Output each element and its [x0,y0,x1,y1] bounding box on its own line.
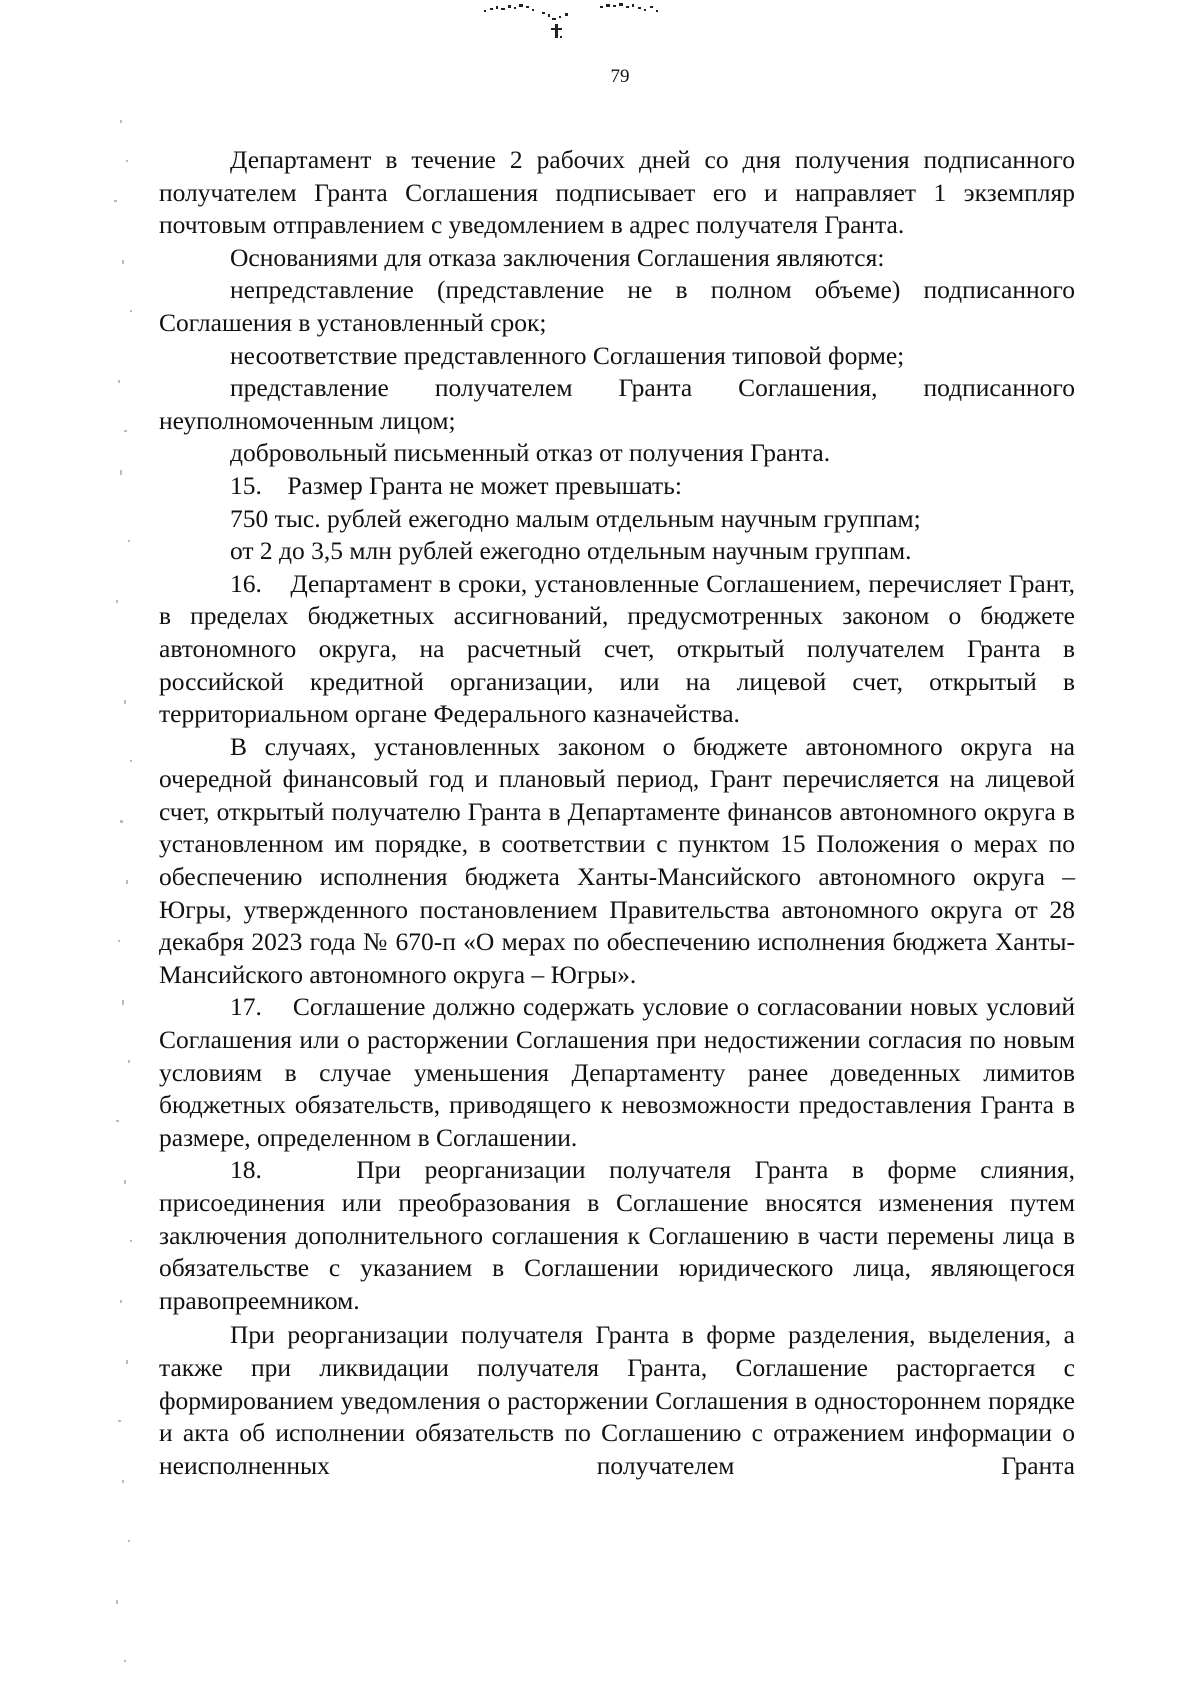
paragraph-item-18: 18. При реорганизации получателя Гранта в форме слияния, присоединения или преобразования в Соглашение вносятся изменения путем заключения дополнительного соглашения к Соглашению в части перемены лица в обязательстве с указанием в Соглашении юридического лица, являющегося правопреемником. [159,1155,1075,1315]
paragraph: 750 тыс. рублей ежегодно малым отдельным научным группам; [230,503,921,533]
scan-artifact-top [470,0,720,50]
paragraph: представление получателем Гранта Соглашения, подписанного неуполномоченным лицом; [159,373,1075,435]
paragraph: непредставление (представление не в полном объеме) подписанного Соглашения в установленный срок; [159,275,1075,337]
paragraph: В случаях, установленных законом о бюджете автономного округа на очередной финансовый год и плановый период, Грант перечисляется на лицевой счет, открытый получателю Гранта в Департаменте финансов автономного округа в установленном им порядке, в соответствии с пунктом 15 Положения о мерах по обеспечению исполнения бюджета Ханты-Мансийского автономного округа – Югры, утвержденного постановлением Правительства автономного округа от 28 декабря 2023 года № 670-п «О мерах по обеспечению исполнения бюджета Ханты-Мансийского автономного округа – Югры». [159,731,1075,989]
scan-artifact-left-margin [100,0,140,1696]
paragraph: от 2 до 3,5 млн рублей ежегодно отдельным научным группам. [230,536,912,566]
paragraph: Основаниями для отказа заключения Соглашения являются: [230,242,885,272]
page-number: 79 [610,66,630,87]
paragraph: При реорганизации получателя Гранта в форме разделения, выделения, а также при ликвидации получателя Гранта, Соглашение расторгается с формированием уведомления о расторжении Соглашения в одностороннем порядке и акта об исполнении обязательств по Соглашению с отражением информации о неисполненных получателем Гранта [159,1320,1075,1480]
paragraph: несоответствие представленного Соглашения типовой форме; [230,340,905,370]
paragraph-item-15: 15. Размер Гранта не может превышать: [230,470,682,500]
document-body [159,144,1075,1482]
paragraph-item-16: 16. Департамент в сроки, установленные Соглашением, перечисляет Грант, в пределах бюджетных ассигнований, предусмотренных законом о бюджете автономного округа, на расчетный счет, открытый получателем Гранта в российской кредитной организации, или на лицевой счет, открытый в территориальном органе Федерального казначейства. [159,568,1075,729]
paragraph-item-17: 17. Соглашение должно содержать условие о согласовании новых условий Соглашения или о расторжении Соглашения при недостижении согласия по новым условиям в случае уменьшения Департаменту ранее доведенных лимитов бюджетных обязательств, приводящего к невозможности предоставления Гранта в размере, определенном в Соглашении. [159,992,1075,1152]
paragraph: Департамент в течение 2 рабочих дней со дня получения подписанного получателем Гранта Соглашения подписывает его и направляет 1 экземпляр почтовым отправлением с уведомлением в адрес получателя Гранта. [159,145,1075,240]
paragraph: добровольный письменный отказ от получения Гранта. [230,438,831,468]
